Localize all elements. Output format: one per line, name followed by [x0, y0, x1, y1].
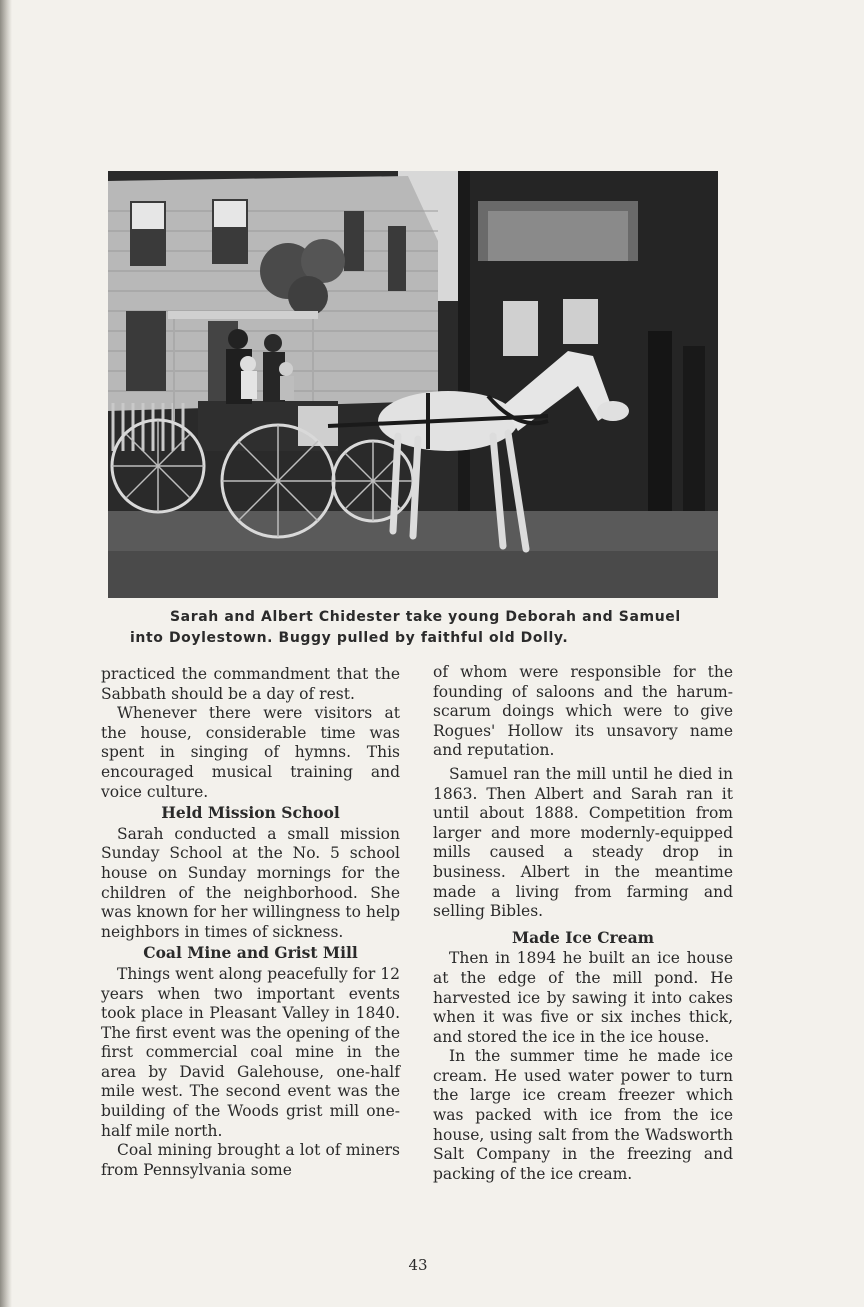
paragraph: Sarah conducted a small mission Sunday School at the No. 5 school house on Sunday mornings for the children of the neighborhood. She was known for her willingness to help neighbors in times of sickness.	[101, 824, 400, 941]
book-spine-shadow	[0, 0, 12, 1307]
paragraph: Coal mining brought a lot of miners from Pennsylvania some	[101, 1141, 400, 1179]
section-heading: Made Ice Cream	[511, 927, 655, 947]
left-column	[101, 665, 400, 1180]
paragraph: Whenever there were visitors at the house, considerable time was spent in singing of hymns. This encouraged musical training and voice culture.	[101, 704, 400, 801]
historic-photograph	[108, 171, 718, 598]
section-heading: Held Mission School	[161, 803, 340, 823]
caption-line-2: into Doylestown. Buggy pulled by faithful old Dolly.	[130, 630, 569, 646]
paragraph: of whom were responsible for the founding of saloons and the harum-scarum doings which were to give Rogues' Hollow its unsavory name and reputation.	[433, 663, 733, 760]
paragraph: Things went along peacefully for 12 years when two important events took place in Pleasant Valley in 1840. The first event was the opening of the first commercial coal mine in the area by David Galehouse, one-half mile west. The second event was the building of the Woods grist mill one-half mile north.	[101, 964, 400, 1140]
caption-line-1: Sarah and Albert Chidester take young Deborah and Samuel	[170, 609, 681, 625]
paragraph: Then in 1894 he built an ice house at the edge of the mill pond. He harvested ice by sawing it into cakes when it was five or six inches thick, and stored the ice in the ice house.	[433, 949, 733, 1046]
section-heading: Coal Mine and Grist Mill	[143, 943, 358, 963]
right-column	[433, 663, 733, 1184]
paragraph: Samuel ran the mill until he died in 1863. Then Albert and Sarah ran it until about 1888. Competition from larger and more modernly-equipped mills caused a steady drop in business. Albert in the meantime made a living from farming and selling Bibles.	[433, 764, 733, 921]
paragraph: In the summer time he made ice cream. He used water power to turn the large ice cream freezer which was packed with ice from the ice house, using salt from the Wadsworth Salt Company in the freezing and packing of the ice cream.	[433, 1047, 733, 1183]
paragraph: practiced the commandment that the Sabbath should be a day of rest.	[101, 665, 400, 703]
page-number: 43	[408, 1256, 428, 1274]
photo-caption	[120, 607, 720, 649]
